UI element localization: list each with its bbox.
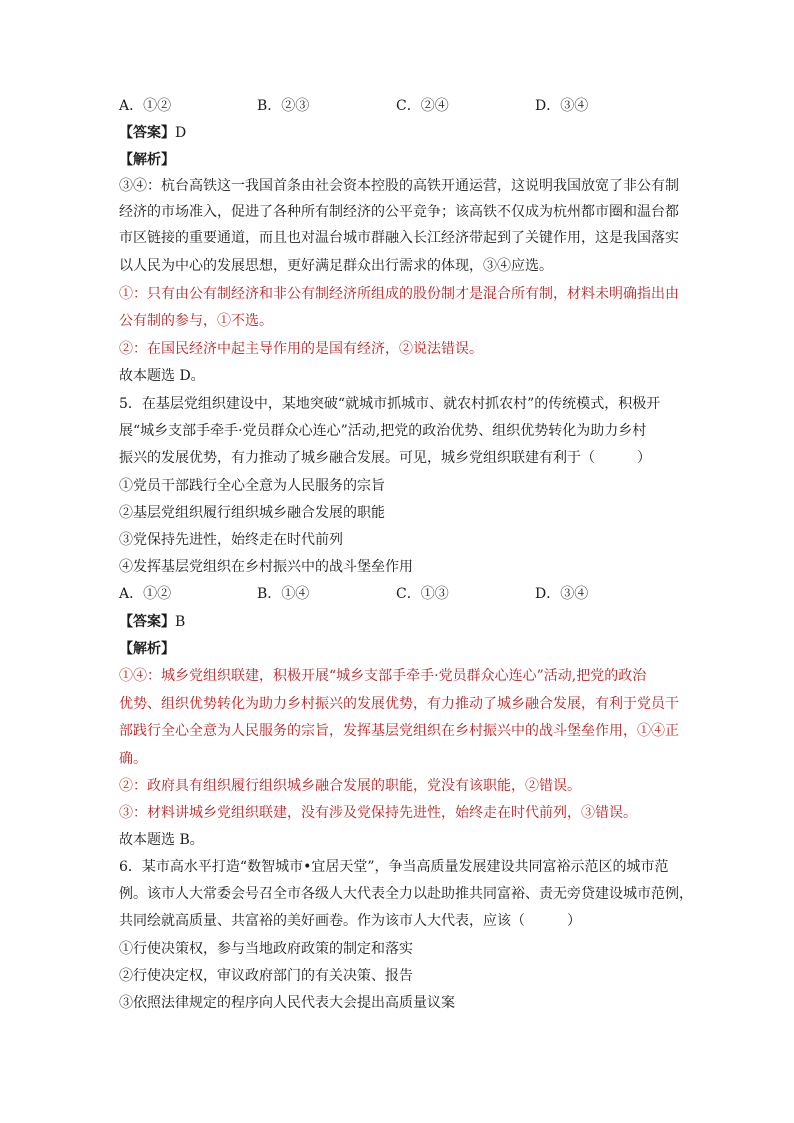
- q4-option-c: C．②④: [396, 98, 449, 114]
- q5-red-line: 部践行全心全意为人民服务的宗旨，发挥基层党组织在乡村振兴中的战斗堡垒作用，①④正: [119, 723, 679, 739]
- q5-item: ④发挥基层党组织在乡村振兴中的战斗堡垒作用: [119, 559, 413, 575]
- q5-item: ①党员干部践行全心全意为人民服务的宗旨: [119, 478, 385, 494]
- q5-option-c: C．①③: [396, 586, 449, 602]
- q5-option-a: A．①②: [119, 586, 172, 602]
- q5-item: ②基层党组织履行组织城乡融合发展的职能: [119, 505, 385, 521]
- q5-stem-line: 振兴的发展优势，有力推动了城乡融合发展。可见，城乡党组织联建有利于（ ）: [119, 450, 651, 466]
- q4-conclusion: 故本题选 D。: [119, 368, 205, 384]
- q6-stem-line: 例。该市人大常委会号召全市各级人大代表全力以赴助推共同富裕、责无旁贷建设城市范例，: [119, 886, 693, 902]
- q5-red-line: ③：材料讲城乡党组织联建，没有涉及党保持先进性，始终走在时代前列，③错误。: [119, 805, 637, 821]
- q5-conclusion: 故本题选 B。: [119, 832, 204, 848]
- answer-value: D: [175, 125, 187, 141]
- q4-option-b: B．②③: [257, 98, 310, 114]
- q6-item: ③依照法律规定的程序向人民代表大会提出高质量议案: [119, 995, 455, 1011]
- answer-tag: 【答案】: [119, 125, 175, 141]
- q4-red-line: ①：只有由公有制经济和非公有制经济所组成的股份制才是混合所有制，材料未明确指出由: [119, 286, 679, 302]
- q4-red-line: ②：在国民经济中起主导作用的是国有经济，②说法错误。: [119, 341, 483, 357]
- answer-tag: 【答案】: [119, 614, 175, 630]
- q4-analysis-tag: 【解析】: [119, 152, 175, 168]
- q5-analysis-tag: 【解析】: [119, 641, 175, 657]
- q6-stem-line: 6．某市高水平打造“数智城市•宜居天堂”，争当高质量发展建设共同富裕示范区的城市范: [119, 859, 669, 875]
- q5-red-line: ②：政府具有组织履行组织城乡融合发展的职能，党没有该职能，②错误。: [119, 778, 581, 794]
- q5-option-d: D．③④: [535, 586, 589, 602]
- q4-option-d: D．③④: [535, 98, 589, 114]
- q4-answer: [119, 123, 186, 143]
- q4-analysis-line: 经济的市场准入，促进了各种所有制经济的公平竞争；该高铁不仅成为杭州都市圈和温台都: [119, 204, 679, 220]
- q4-red-line: 公有制的参与，①不选。: [119, 313, 273, 329]
- q6-item: ②行使决定权，审议政府部门的有关决策、报告: [119, 968, 413, 984]
- q4-option-a: A．①②: [119, 98, 172, 114]
- q6-item: ①行使决策权，参与当地政府政策的制定和落实: [119, 941, 413, 957]
- q5-stem-line: 展“城乡支部手牵手·党员群众心连心”活动,把党的政治优势、组织优势转化为助力乡村: [119, 423, 647, 439]
- answer-value: B: [175, 614, 186, 630]
- q4-analysis-line: 市区链接的重要通道，而且也对温台城市群融入长江经济带起到了关键作用，这是我国落实: [119, 230, 679, 246]
- q5-item: ③党保持先进性，始终走在时代前列: [119, 532, 343, 548]
- q5-red-line: 优势、组织优势转化为助力乡村振兴的发展优势，有力推动了城乡融合发展，有利于党员干: [119, 696, 679, 712]
- q5-answer: [119, 612, 185, 632]
- q5-red-line: ①④：城乡党组织联建，积极开展“城乡支部手牵手·党员群众心连心”活动,把党的政治: [119, 668, 647, 684]
- q4-analysis-line: 以人民为中心的发展思想，更好满足群众出行需求的体现，③④应选。: [119, 258, 553, 274]
- q5-red-line: 确。: [119, 751, 147, 767]
- q5-option-b: B．①④: [257, 586, 310, 602]
- q4-analysis-line: ③④：杭台高铁这一我国首条由社会资本控股的高铁开通运营，这说明我国放宽了非公有制: [119, 178, 679, 194]
- q5-stem-line: 5．在基层党组织建设中，某地突破“就城市抓城市、就农村抓农村”的传统模式，积极开: [119, 396, 661, 412]
- q6-stem-line: 共同绘就高质量、共富裕的美好画卷。作为该市人大代表，应该（ ）: [119, 913, 581, 929]
